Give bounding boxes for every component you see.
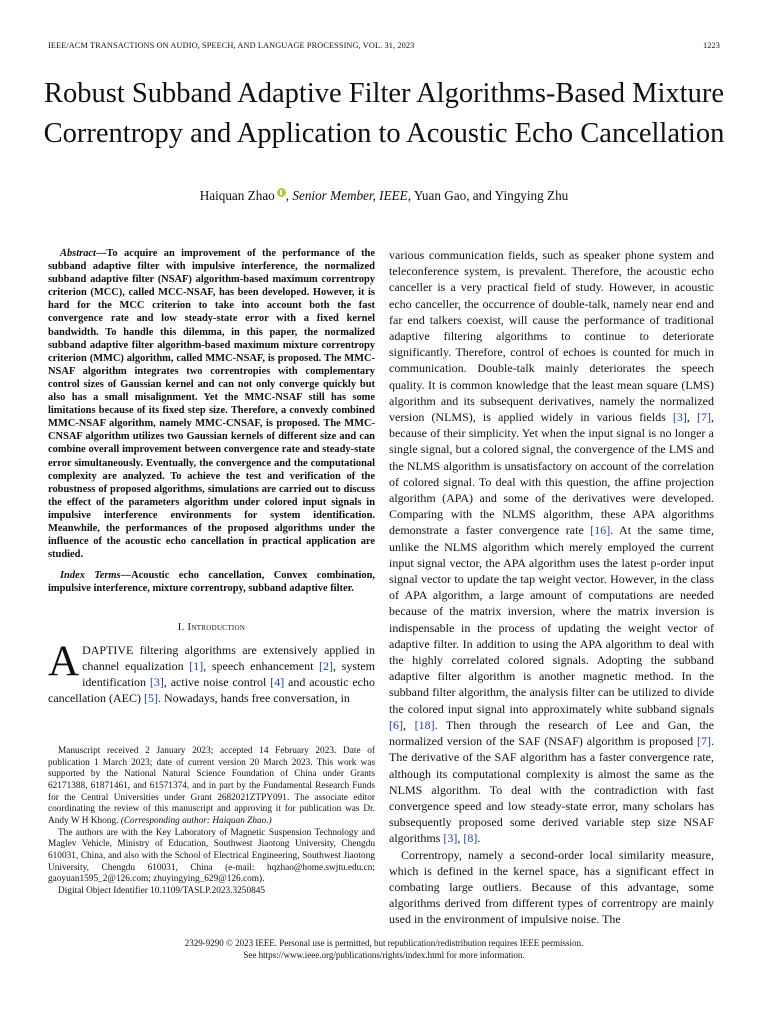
right-text: various communication fields, such as speaker phone system and teleconference system, is prevalent. Therefore, the acoustic echo canceller is a very practical field of study. However, in acoustic echo canceller, the occurrence of double-talk, namely near end and far end talkers coexist, will cause the performance of traditional adaptive filtering algorithms to continue to deteriorate significantly. Therefore, control of echoes is counted for much in communication. Double-talk mainly deteriorates the speech quality. It is common knowledge that the least mean square (LMS) algorithm and its subsequent derivatives, namely the normalized version (NLMS), is applied widely in various fields <box>389 248 714 425</box>
footnote-affiliations: The authors are with the Key Laboratory of Magnetic Suspension Technology and Maglev Vehicle, Ministry of Education, Southwest Jiaotong University, Chengdu 610031, China, and also with the School of Electrical Engineering, Southwest Jiaotong University, Chengdu 610031, China (e-mail: hqzhao@home.swjtu.edu.cn; gaoyuan1595_2@126.com; zhuyingying_629@126.com). <box>48 827 375 885</box>
footnote <box>48 746 375 898</box>
section-title: Introduction <box>187 622 246 634</box>
section-numeral: I. <box>177 622 188 634</box>
intro-text: , speech enhancement <box>203 659 320 674</box>
citation-link[interactable]: [16] <box>590 523 611 538</box>
right-text: . Then through the research of Lee and Gan, the normalized version of the SAF (NSAF) algorithm is proposed <box>389 717 715 749</box>
right-text: , because of their simplicity. Yet when the input signal is no longer a single signal, but a colored signal, the convergence of the LMS and the NLMS algorithm is unsatisfactory on account of the correlation of colored signal. To deal with this question, the affine projection algorithm (APA) and some of the derivatives were developed. Comparing with the NLMS algorithm, these APA algorithms demonstrate a faster convergence rate <box>389 410 715 538</box>
abstract-label: Abstract <box>60 248 96 259</box>
citation-link[interactable]: [3] <box>149 675 164 690</box>
paper-title: Robust Subband Adaptive Filter Algorithms-Based Mixture Correntropy and Application to Acoustic Echo Cancellation <box>43 78 725 149</box>
intro-text: , active noise control <box>163 675 271 690</box>
footnote-corresponding: (Corresponding author: Haiquan Zhao.) <box>120 815 272 826</box>
drop-cap: A <box>48 638 80 686</box>
right-paragraph-1 <box>389 247 714 847</box>
citation-link[interactable]: [18] <box>414 717 435 732</box>
footnote-manuscript-text: Manuscript received 2 January 2023; accepted 14 February 2023. Date of publication 1 March 2023; date of current version 20 March 2023. This work was supported by the National Natural Science Foundation of China under Grants 62171388, 61871461, and 61571374, and in part by the Fundamental Research Funds for the Central Universities under Grant 2682021ZTPY091. The associate editor coordinating the review of this manuscript and approving it for publication was Dr. Andy W H Khong. <box>48 746 375 826</box>
index-terms-label: Index Terms <box>60 570 121 582</box>
author-first: Haiquan Zhao <box>199 188 275 203</box>
citation-link[interactable]: [5] <box>143 691 158 706</box>
running-head <box>48 41 720 50</box>
intro-paragraph <box>48 638 376 707</box>
citation-link[interactable]: [1] <box>189 659 204 674</box>
right-text: , <box>403 717 415 732</box>
index-terms-text: —Acoustic echo cancellation, Convex combination, impulsive interference, mixture correntropy, subband adaptive filter. <box>48 570 376 595</box>
journal-name: IEEE/ACM TRANSACTIONS ON AUDIO, SPEECH, AND LANGUAGE PROCESSING, VOL. 31, 2023 <box>48 41 415 50</box>
footnote-manuscript <box>48 746 375 828</box>
intro-text: and acoustic echo cancellation (AEC) <box>48 675 376 706</box>
author-rest: Yuan Gao, and Yingying Zhu <box>411 188 569 203</box>
orcid-icon[interactable] <box>277 188 286 197</box>
left-column <box>48 247 375 707</box>
intro-text: . Nowadays, hands free conversation, in <box>157 691 350 706</box>
copyright-line: 2329-9290 © 2023 IEEE. Personal use is permitted, but republication/redistribution requires IEEE permission. <box>184 938 584 948</box>
abstract-text: —To acquire an improvement of the performance of the subband adaptive filter with impulsive interference, the normalized subband adaptive filter (NSAF) algorithm-based maximum correntropy criterion (MCC), called MCC-NSAF, has been developed. However, it is hard for the MCC criterion to take into account both the fast convergence rate and low steady-state error with a fixed kernel bandwidth. To handle this dilemma, in this paper, the normalized subband adaptive filter algorithm-based maximum mixture correntropy criterion (MMC) algorithm, called MMC-NSAF, is proposed. The MMC-NSAF algorithm integrates two correntropies with complementary control sizes of Gaussian kernel and can not only converge quickly but also has a small misalignment. Yet the MMC-NSAF still has some limitations because of its fixed step size. Therefore, a convexly combined MMC-NSAF algorithm, namely MMC-CNSAF, is proposed. The MMC-CNSAF algorithm utilizes two Gaussian kernels of different size and can combine overall improvement between convergence rate and steady-state error simultaneously. Eventually, the convergence and the computational complexity are analyzed. To achieve the test and verification of the robustness of proposed algorithms, simulations are carried out to discuss the effect of the parameters algorithm under colored input signals in impulsive interference environments for system identification. Meanwhile, the performances of the proposed algorithms under the influence of the acoustic echo cancellation in practical application are studied. <box>48 248 375 561</box>
page-number: 1223 <box>703 41 720 50</box>
section-heading-introduction <box>48 622 375 633</box>
intro-text: , system identification <box>82 659 375 690</box>
abstract <box>48 247 375 561</box>
citation-link[interactable]: [7] <box>697 410 712 425</box>
footnote-doi: Digital Object Identifier 10.1109/TASLP.2023.3250845 <box>58 885 266 896</box>
rights-url-line: See https://www.ieee.org/publications/rights/index.html for more information. <box>243 949 525 960</box>
right-text: . <box>477 831 481 846</box>
right-text: , <box>686 410 698 425</box>
citation-link[interactable]: [4] <box>270 675 285 690</box>
copyright-footer <box>40 938 728 961</box>
citation-link[interactable]: [3] <box>443 831 458 846</box>
intro-text: DAPTIVE filtering algorithms are extensively applied in channel equalization <box>82 643 375 674</box>
citation-link[interactable]: [6] <box>389 717 403 732</box>
citation-link[interactable]: [3] <box>672 410 687 425</box>
index-terms <box>48 569 375 595</box>
author-membership: , Senior Member, IEEE, <box>285 188 412 203</box>
right-text: . At the same time, unlike the NLMS algorithm which merely employed the current input signal vector, the APA algorithm uses the latest p-order input signal vector to update the tap weight vector. However, in the class of APA algorithm, a large amount of computations are needed because of the matrix inversion, where the matrix inversion is indispensable in the process of updating the weight vector of adaptive filter. In addition to using the APA algorithm to deal with the highly correlated colored signals. Adopting the subband adaptive filter algorithm is another magnetic method. In the subband filter algorithm, the analysis filter can be utilized to divide the colored input signal into approximately white subband signals <box>389 523 715 716</box>
right-paragraph-2: Correntropy, namely a second-order local similarity measure, which is defined in the kernel space, has a significant effect in combating large outliers. Because of this advantage, some algorithms derived from different types of correntropy are mainly used in the environment of impulsive noise. The <box>389 847 714 927</box>
author-line <box>40 188 728 204</box>
citation-link[interactable]: [2] <box>319 659 334 674</box>
right-column <box>389 247 714 928</box>
citation-link[interactable]: [8] <box>463 831 478 846</box>
right-text: , <box>457 831 464 846</box>
citation-link[interactable]: [7] <box>697 734 711 749</box>
right-text: . The derivative of the SAF algorithm has a faster convergence rate, although its computational complexity is almost the same as the NLMS algorithm. To deal with the contradiction with fast convergence speed and low steady-state error, many scholars has subsequently proposed some derived variable step size NSAF algorithms <box>389 734 714 846</box>
